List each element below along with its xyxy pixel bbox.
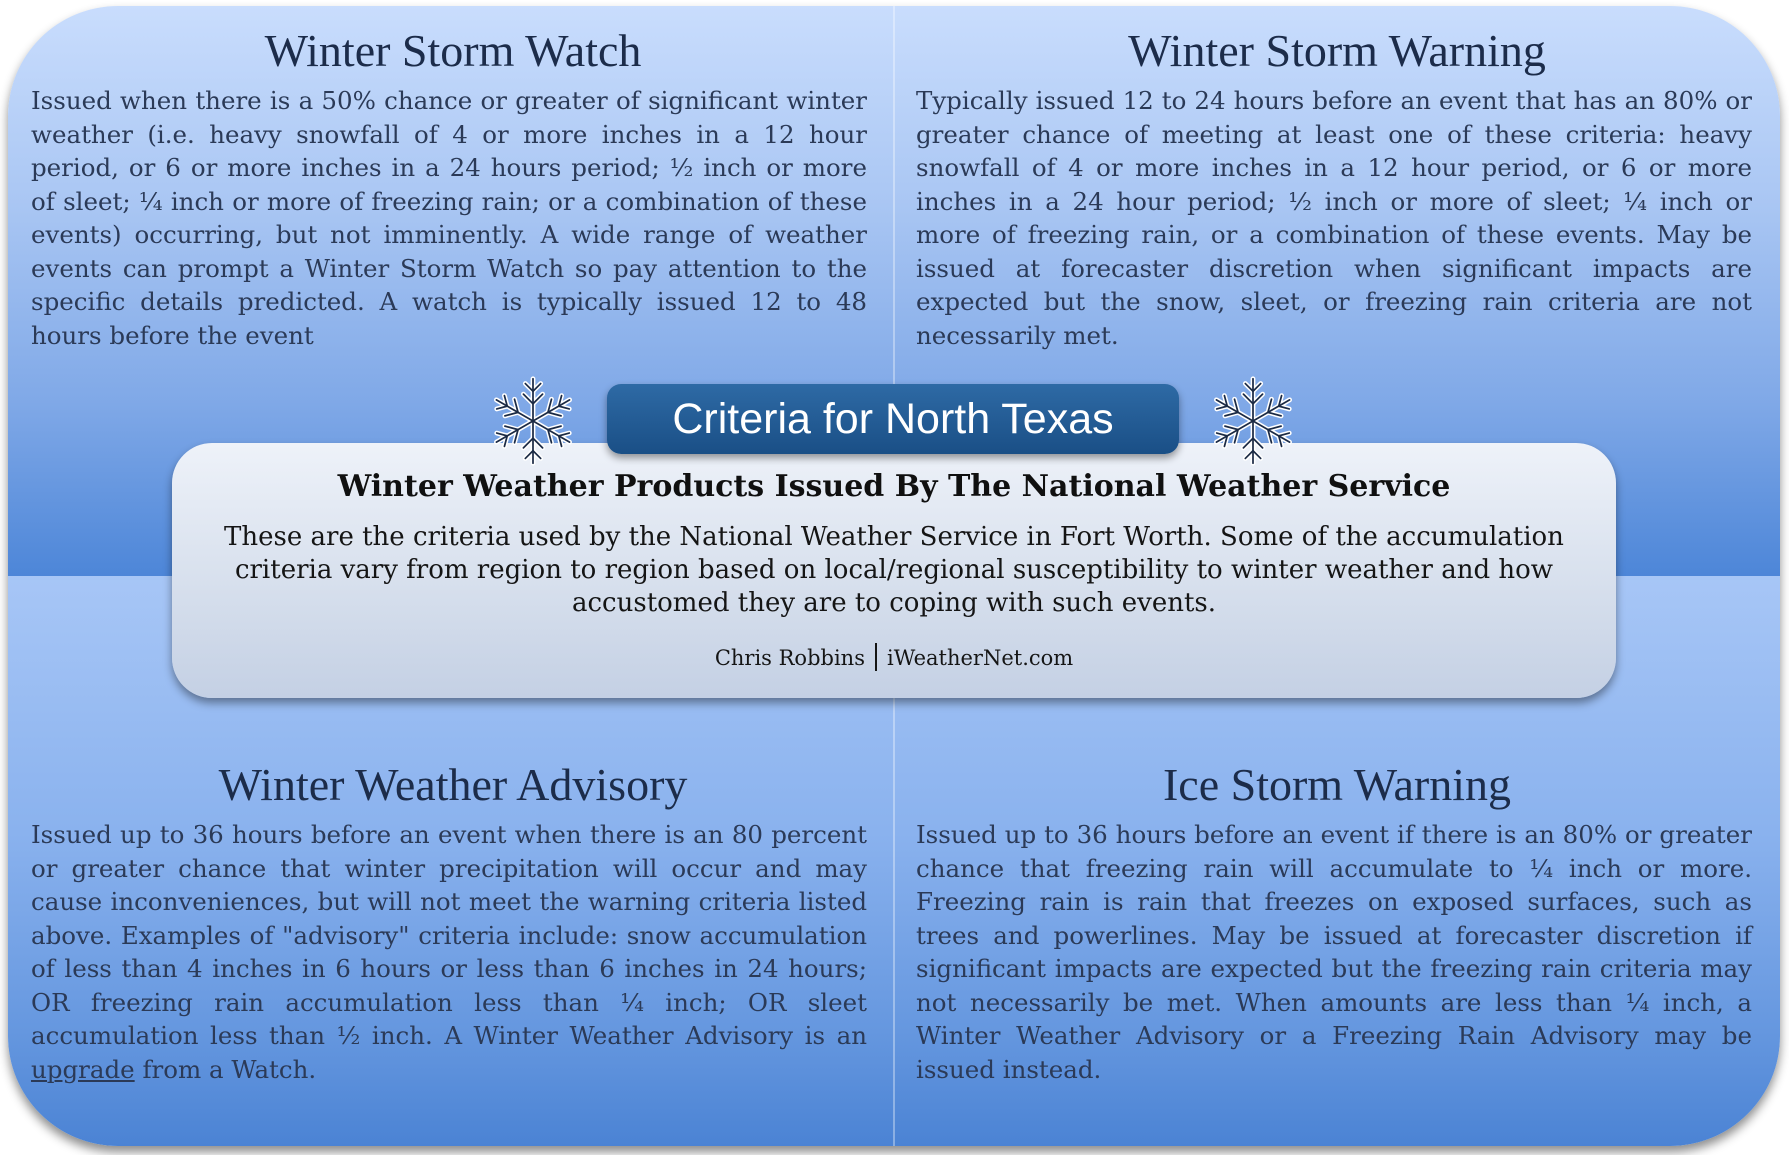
info-text: These are the criteria used by the National Weather Service in Fort Worth. Some of the accumulation criteria vary from region to region based on local/regional susceptibility to winter weather and how accustomed they are to coping with such events. [224,522,1564,618]
credit-line [172,643,1616,671]
upgrade-link[interactable]: upgrade [31,1054,135,1084]
criteria-banner: Criteria for North Texas [607,384,1179,454]
site-name: iWeatherNet.com [886,646,1074,670]
info-box [172,443,1616,698]
advisory-text-end: from a Watch. [134,1054,317,1084]
winter-storm-watch-title: Winter Storm Watch [264,25,642,76]
snowflake-icon [485,373,581,469]
snowflake-icon [1205,373,1301,469]
ice-storm-warning-text: Issued up to 36 hours before an event if there is an 80% or greater chance that freezing rain will accumulate to ¼ inch or more. Freezing rain is rain that freezes on exposed surfaces, such as trees and powerlines. May be issued at forecaster discretion if significant impacts are expected but the freezing rain criteria may not necessarily be met. When amounts are less than ¼ inch, a Winter Weather Advisory or a Freezing Rain Advisory may be issued instead. [916,820,1752,1084]
credit-separator [875,643,877,671]
winter-storm-watch-text: Issued when there is a 50% chance or greater of significant winter weather (i.e. heavy snowfall of 4 or more inches in a 12 hour period, or 6 or more inches in a 24 hours period; ½ inch or more of sleet; ¼ inch or more of freezing rain; or a combination of these events) occurring, but not imminently. A wide range of weather events can prompt a Winter Storm Watch so pay attention to the specific details predicted. A watch is typically issued 12 to 48 hours before the event [31,86,867,350]
winter-storm-warning-title: Winter Storm Warning [1128,25,1546,76]
advisory-text-part: Issued up to 36 hours before an event when there is an 80 percent or greater chance that winter precipitation will occur and may cause inconveniences, but will not meet the warning criteria listed above. Examples of "advisory" criteria include: snow accumulation of less than 4 inches in 6 hours or less than 6 inches in 24 hours; OR freezing rain accumulation less than ¼ inch; OR sleet accumulation less than ½ inch. A Winter Weather Advisory is an [31,820,867,1050]
winter-storm-warning-text: Typically issued 12 to 24 hours before an event that has an 80% or greater chance of meeting at least one of these criteria: heavy snowfall of 4 or more inches in a 12 hour period, or 6 or more inches in a 24 hour period; ½ inch or more of sleet; ¼ inch or more of freezing rain, or a combination of these events. May be issued at forecaster discretion when significant impacts are expected but the snow, sleet, or freezing rain criteria are not necessarily met. [916,86,1752,350]
ice-storm-warning-title: Ice Storm Warning [1162,759,1512,810]
winter-weather-advisory-text [31,818,867,1086]
author-name: Chris Robbins [714,646,865,670]
info-title: Winter Weather Products Issued By The National Weather Service [337,469,1451,504]
winter-weather-advisory-title: Winter Weather Advisory [218,759,688,810]
